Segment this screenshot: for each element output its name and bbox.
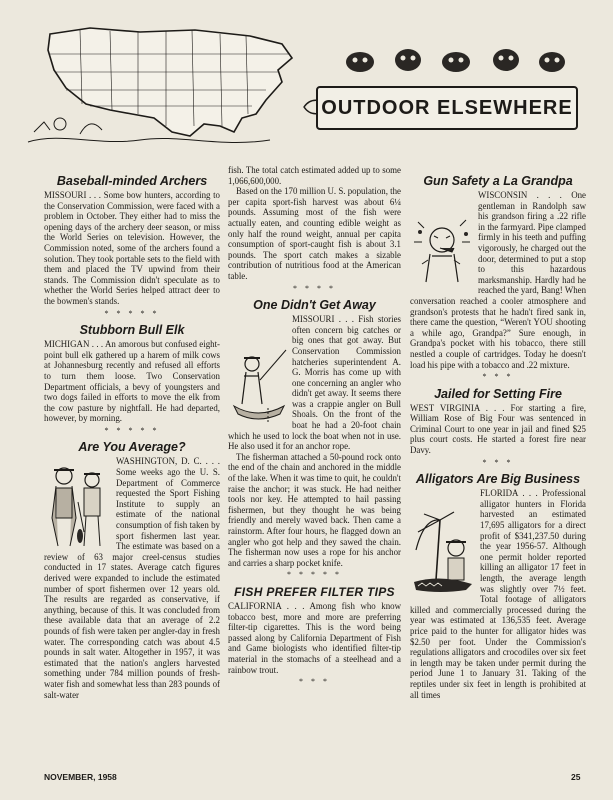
fishermen-illustration: [44, 458, 112, 548]
article-title-jailed: Jailed for Setting Fire: [434, 386, 562, 401]
article-body-archers: MISSOURI . . . Some bow hunters, according to the Conservation Commission, were faced with a problem in October. They either had to miss the opening days of the archery deer season, or miss the World Series on television. However, the Commission noted, some of the archers found a solution. They took portable sets to the field with them and placed the TV upwind from their stands. The Commission didn't speculate as to whether the World Series helped attract deer to the bowmen's stands.: [44, 190, 220, 306]
column-left: [44, 172, 220, 700]
article-title-filter-tips: FISH PREFER FILTER TIPS: [234, 584, 395, 599]
article-title-got-away: One Didn't Get Away: [253, 298, 376, 313]
article-body-alligators: FLORIDA . . . Professional alligator hunters in Florida harvested an estimated 17,695 alligators for a direct profit of $341,237.50 during the year 1956-57. Although one permit holder reported killing an alligator 17 feet in length, the average length was slightly over 7½ feet. Total footage of alligators killed and commercially processed during the year was estimated at 136,535 feet. Average price paid to the hunter for alligator hides was $2.50 per foot. Under the Commission's regulations alligators and crocodiles over six feet in length may be taken under permit during the period June 1 to January 31. Taking of the reptiles under six feet in length is prohibited at all times: [410, 488, 586, 700]
column-right: [410, 172, 586, 700]
animal-heads-illustration: [330, 40, 570, 80]
separator: * * *: [299, 677, 330, 687]
separator: * * *: [482, 457, 514, 467]
us-map-illustration: [20, 14, 320, 164]
section-title-banner: [316, 86, 578, 130]
section-title: OUTDOOR ELSEWHERE: [321, 96, 573, 119]
article-body-filter-tips: CALIFORNIA . . . Among fish who know tobacco best, more and more are preferring filter-tip cigarettes. This is the word being passed along by California Department of Fish and Game biologists who identified filter-tip material in the stomachs of a steelhead and a rainbow trout.: [228, 600, 401, 675]
separator: * * * *: [293, 283, 336, 293]
article-body-got-away-2: The fisherman attached a 50-pound rock onto the end of the chain and anchored in the middle of the lake. When it was time to quit, he couldn't raise the anchor; it was stuck. He had neither tools nor key. He attempted to hail passing fishermen, but they thought he was being friendly and merely waved back. Then came a rainstorm. After four hours, he flagged down an angler who got help and they sawed the chain. The fisherman now uses a rope for his anchor and carries a sharp pocket knife.: [228, 451, 401, 568]
article-body-gun-safety: WISCONSIN . . . One gentleman in Randolph saw his grandson firing a .22 rifle in the farmyard. Pipe clamped firmly in his teeth and puffing vigorously, he charged out the door, determined to put a stop to this hazardous marksmanship. Hardly had he reached the yard, Bang! When conversation reached a cooler atmosphere and grandson's protests that he hadn't fired sank in, there came the question, “Weren't YOU shooting a while ago, Grandpa?” Sure enough, in Grandpa's pocket with his tobacco, there still nestled a couple of cartridges. Today he doesn't load his pipe with a tobacco and .22 mixture.: [410, 190, 587, 370]
article-body-jailed: WEST VIRGINIA . . . For starting a fire, William Rose of Big Four was sentenced in Criminal Court to one year in jail and fined $25 plus court costs. He started a forest fire near Davy.: [410, 402, 586, 456]
article-body-elk: MICHIGAN . . . An amorous but confused eight-point bull elk gathered up a harem of milk cows at Johannesburg recently and refused all efforts to turn them loose. Two Conservation Department officials, a bevy of youngsters and two dogs failed in efforts to move the elk from the cow pasture by nightfall. He had departed, however, by morning.: [44, 339, 220, 424]
page-number: 25: [571, 772, 581, 782]
article-body-got-away-1: MISSOURI . . . Fish stories often concern big catches or big ones that got away. But Conservation Commission hatcheries superintendent A. G. Morris has come up with one concerning an angler who didn't get away. It seems there was a crappie angler on Bull Shoals. On the front of the boat he had a 20-foot chain which he used to lock the boat when not in use. He also used it for an anchor rope.: [228, 314, 401, 452]
article-body-average-2: fish. The total catch estimated added up to some 1,066,600,000.: [228, 165, 401, 186]
article-title-average: Are You Average?: [78, 440, 186, 455]
angler-boat-illustration: [228, 346, 288, 424]
article-title-archers: Baseball-minded Archers: [56, 174, 208, 188]
alligator-hunter-illustration: [410, 510, 476, 594]
article-title-alligators: Alligators Are Big Business: [415, 472, 581, 487]
issue-date: NOVEMBER, 1958: [44, 772, 117, 782]
article-body-average-3: Based on the 170 million U. S. population, the per capita sport-fish harvest was about 6¼ pounds. Assuming most of the fish were actually eaten, and counting edible weight as only half the round weight, annual per capita consumption of sport-caught fish is about 3.1 pounds. The sport catch makes a sizable contribution of nutritious food at the American table.: [228, 186, 401, 281]
column-middle: [228, 165, 401, 692]
article-title-elk: Stubborn Bull Elk: [79, 323, 185, 338]
article-title-gun-safety: Gun Safety a La Grandpa: [423, 174, 573, 188]
grandpa-illustration: [410, 212, 474, 288]
separator: * * * * *: [104, 308, 160, 318]
separator: * * * * *: [287, 570, 342, 580]
separator: * * *: [482, 372, 514, 382]
article-body-average-1: WASHINGTON, D. C. . . . Some weeks ago the U. S. Department of Commerce requested the Sport Fishing Institute to supply an estimate of the national consumption of fish taken by sport fishermen last year. The estimate was based on a review of 63 major creel-census studies conducted in 17 states. Average catch figures derived were expanded to include the estimated number of sport fishermen over 12 years old. The results are regarded as conservative, if anything, because of this. It was concluded from these available data that an average of 2.2 pounds of fish were taken per angler-day in fresh water. The corresponding catch was about 4.5 pounds in salt water. Altogether in 1957, it was estimated that the nation's anglers harvested something under 784 million pounds of fresh-water fish and somewhat less than 283 pounds of salt-water: [44, 456, 220, 700]
separator: * * * * *: [104, 425, 160, 435]
